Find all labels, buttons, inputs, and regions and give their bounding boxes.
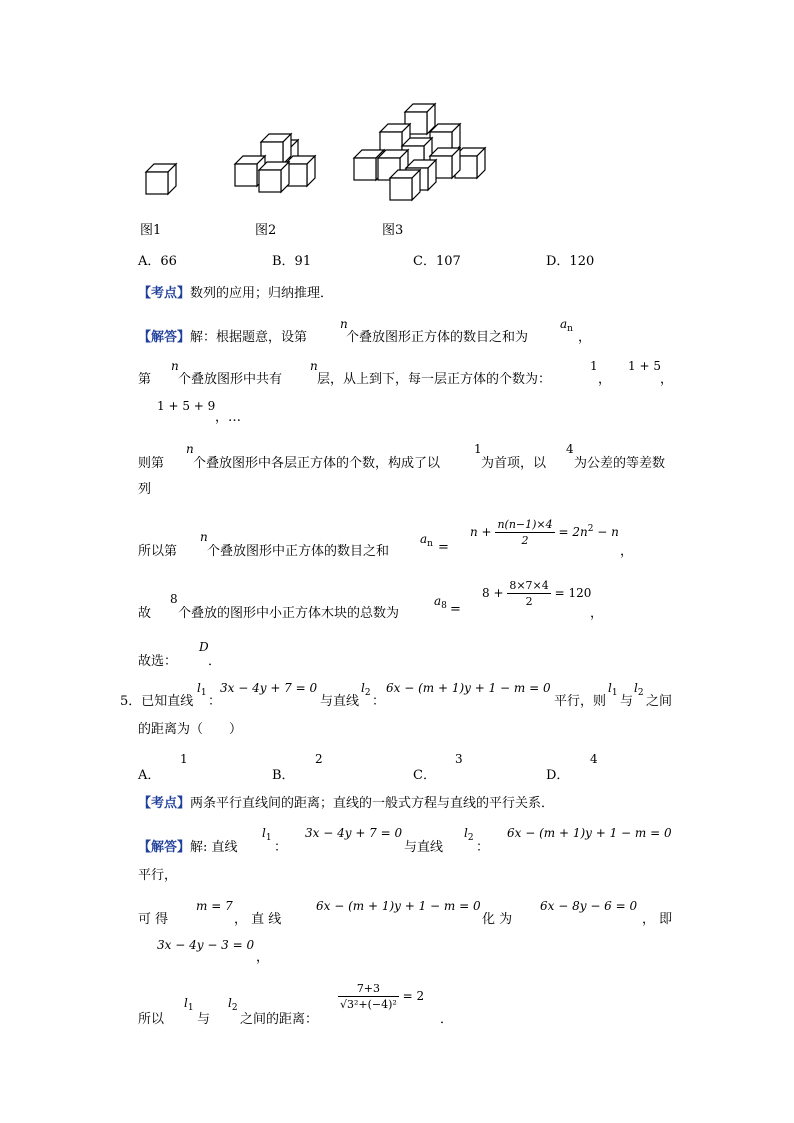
q5-solution-line-3b: ， 直 线 [234, 912, 282, 927]
math-eq-l2: 6x − (m + 1)y + 1 − m = 0 [386, 681, 551, 695]
q5-option-b-value: 2 [315, 752, 323, 766]
q4-solution-line-7b: 个叠放的图形中小正方体木块的总数为 [178, 606, 400, 621]
math-n: n [200, 530, 208, 544]
math-eq-l1: 3x − 4y + 7 = 0 [220, 681, 318, 695]
q5-solution-line-5b: 与 [197, 1012, 211, 1027]
q4-solution-line-4d: 为公差的等差数 [574, 456, 666, 471]
figure-3-stack [354, 104, 485, 200]
math-8: 8 [170, 592, 178, 606]
q5-option-d: D． [546, 768, 570, 783]
q4-option-d: D．120 [546, 254, 595, 269]
math-l2: $l_2$ [361, 681, 371, 698]
math-a8-formula: 8 + $\frac{8\times 7\times 4}{2}$ = 120 [482, 579, 592, 608]
math-n: n [310, 359, 318, 373]
math-an-formula: n + $\frac{n(n-1)\times 4}{2}$ = $2n^2 - n$ [470, 518, 619, 547]
fraction: $\frac{n(n-1)\times 4}{2}$ [497, 518, 553, 547]
punct: ． [208, 654, 222, 669]
kaodian-text: 数列的应用；归纳推理． [190, 286, 334, 301]
punct: ， [256, 950, 270, 965]
punct: ： [372, 694, 386, 709]
math-eq-l1: 3x − 4y + 7 = 0 [305, 826, 403, 840]
kaodian-tag: 【考点】 [138, 286, 191, 301]
punct: ， [620, 544, 634, 559]
q4-solution-line-7a: 故 [138, 606, 152, 621]
q4-solution-line-2a: 第 [138, 372, 152, 387]
math-eq-l2: 6x − (m + 1)y + 1 − m = 0 [316, 899, 481, 913]
q4-option-a: A．66 [138, 254, 177, 269]
q4-solution-line-3: ，… [215, 410, 242, 425]
q4-solution-line-4c: 为首项，以 [481, 456, 547, 471]
figure-label-1: 图1 [140, 223, 162, 238]
q4-solution-line-6a: 所以第 [138, 544, 178, 559]
punct: ， [598, 372, 612, 387]
q4-solution-line-2c: 层，从上到下，每一层正方体的个数为： [317, 372, 552, 387]
q4-kaodian [138, 282, 333, 301]
q5-solution-line-3a: 可 得 [138, 912, 169, 927]
equals-sign: = [450, 602, 461, 617]
q5-solution-line-2: 平行， [138, 868, 178, 883]
math-l1: $l_1$ [184, 996, 194, 1013]
math-l2: $l_2$ [228, 996, 238, 1013]
math-1: 1 [474, 442, 482, 456]
fraction: $\frac{8\times 7\times 4}{2}$ [509, 579, 549, 608]
math-an: $a_n$ [420, 532, 433, 549]
q4-option-c: C．107 [413, 254, 461, 269]
math-eq-l2: 6x − (m + 1)y + 1 − m = 0 [507, 826, 672, 840]
q4-solution-line-4b: 个叠放图形中各层正方体的个数，构成了以 [193, 456, 441, 471]
q4-solution-line-1b: 个叠放图形正方体的数目之和为 [346, 330, 529, 345]
math-l1: $l_1$ [262, 826, 272, 843]
q4-option-b: B．91 [272, 254, 312, 269]
q5-option-c: C． [413, 768, 436, 783]
q4-solution-line-2b: 个叠放图形中共有 [178, 372, 283, 387]
q4-solution-line-4a: 则第 [138, 456, 165, 471]
math-D: D [199, 640, 209, 654]
q5-solution-line-1: 【解答】解: 直线 [138, 840, 238, 855]
math-eq-6x-8y: 6x − 8y − 6 = 0 [540, 899, 638, 913]
q4-solution-line-1: 【解答】解：根据题意，设第 [138, 330, 308, 345]
punct: ： [208, 694, 222, 709]
math-an: $a_n$ [560, 317, 573, 334]
math-a8: $a_8$ [434, 594, 447, 611]
math-n: n [171, 359, 179, 373]
math-eq-3x-4y: 3x − 4y − 3 = 0 [157, 938, 255, 952]
cube-figures [130, 98, 510, 210]
equals-sign: = [438, 540, 449, 555]
q5-stem-a: 5．已知直线 [120, 694, 194, 709]
q5-solution-line-3d: ， 即 [642, 912, 673, 927]
q5-stem-d: 与 [620, 694, 634, 709]
figure-label-2: 图2 [255, 223, 277, 238]
q5-option-a: A． [138, 768, 161, 783]
punct: ， [590, 606, 604, 621]
math-l2: $l_2$ [634, 681, 644, 698]
q5-stem-e: 之间 [646, 694, 673, 709]
q5-stem-b: 与直线 [320, 694, 360, 709]
math-1-plus-5-plus-9: 1 + 5 + 9 [157, 399, 216, 413]
punct: ， [660, 372, 674, 387]
math-4: 4 [566, 442, 574, 456]
math-l2: $l_2$ [464, 826, 474, 843]
q4-solution-line-6b: 个叠放图形中正方体的数目之和 [207, 544, 390, 559]
punct: ： [476, 840, 490, 855]
math-distance-formula: $\frac{7+3}{\text{√3²+(−4)²}}$ = 2 [340, 982, 425, 1011]
figure-2-stack [235, 134, 315, 192]
q5-solution-line-1b: 与直线 [404, 840, 444, 855]
q5-solution-line-3c: 化 为 [482, 912, 513, 927]
q5-option-c-value: 3 [455, 752, 463, 766]
q5-stem-line-2: 的距离为（ ） [138, 722, 243, 737]
punct: ． [440, 1012, 454, 1027]
q5-option-a-value: 1 [180, 752, 188, 766]
q4-solution-line-8: 故选： [138, 654, 178, 669]
q4-solution-line-5: 列 [138, 482, 152, 497]
punct: ， [578, 330, 592, 345]
q5-option-b: B． [272, 768, 295, 783]
q5-option-d-value: 4 [590, 752, 598, 766]
math-l1: $l_1$ [197, 681, 207, 698]
math-n: n [186, 442, 194, 456]
figure-label-3: 图3 [382, 223, 404, 238]
q5-stem-c: 平行，则 [554, 694, 607, 709]
q5-solution-line-5a: 所以 [138, 1012, 165, 1027]
math-1: 1 [590, 359, 598, 373]
math-m-eq-7: m = 7 [196, 899, 233, 913]
fraction: $\frac{7+3}{\text{√3²+(−4)²}}$ [340, 982, 397, 1011]
figure-1-cube [146, 164, 176, 194]
math-1-plus-5: 1 + 5 [628, 359, 661, 373]
q5-solution-line-5c: 之间的距离： [240, 1012, 319, 1027]
q5-kaodian: 【考点】两条平行直线间的距离；直线的一般式方程与直线的平行关系． [138, 796, 555, 811]
punct: ： [274, 840, 288, 855]
math-n: n [340, 317, 348, 331]
math-l1: $l_1$ [608, 681, 618, 698]
